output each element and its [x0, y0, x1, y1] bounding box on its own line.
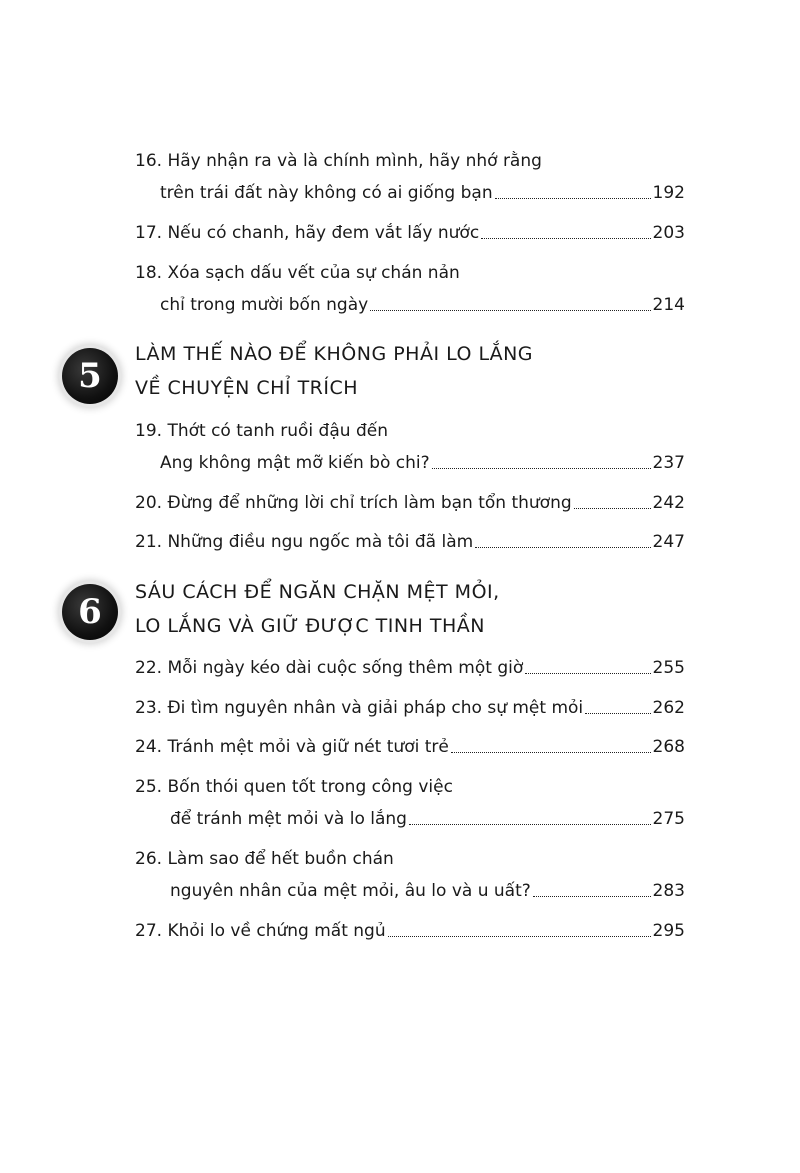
- toc-entry-text-cont: để tránh mệt mỏi và lo lắng: [170, 809, 407, 829]
- toc-entry-leader-line: [170, 880, 685, 902]
- toc-entry-page: 268: [652, 737, 685, 757]
- toc-entry-title: [135, 848, 394, 870]
- chapter-title-line-2: LO LẮNG VÀ GIỮ ĐƯỢC TINH THẦN: [135, 615, 485, 637]
- toc-entry-text-cont: chỉ trong mười bốn ngày: [160, 295, 369, 315]
- toc-entry-number: 27.: [135, 921, 163, 941]
- toc-entry-leader-line: [160, 294, 685, 316]
- dot-leader: [409, 823, 651, 825]
- toc-entry-text: Thớt có tanh ruồi đậu đến: [167, 421, 388, 441]
- toc-entry-page: 295: [652, 921, 685, 941]
- toc-entry-text: Tránh mệt mỏi và giữ nét tươi trẻ: [167, 737, 449, 757]
- toc-entry-title: [135, 150, 542, 172]
- toc-entry-text-cont: trên trái đất này không có ai giống bạn: [160, 183, 493, 203]
- toc-entry-leader-line: [135, 920, 685, 942]
- dot-leader: [370, 309, 650, 311]
- toc-entry-page: 192: [652, 183, 685, 203]
- toc-entry-number: 16.: [135, 151, 163, 171]
- chapter-title-line-1: LÀM THẾ NÀO ĐỂ KHÔNG PHẢI LO LẮNG: [135, 343, 534, 365]
- toc-entry-text-cont: nguyên nhân của mệt mỏi, âu lo và u uất?: [170, 881, 531, 901]
- toc-entry-page: 214: [652, 295, 685, 315]
- toc-entry-text: Hãy nhận ra và là chính mình, hãy nhớ rằng: [167, 151, 542, 171]
- dot-leader: [432, 467, 651, 469]
- toc-entry-leader-line: [135, 531, 685, 553]
- chapter-number-badge: 6: [62, 584, 118, 640]
- toc-entry-text: Khỏi lo về chứng mất ngủ: [167, 921, 386, 941]
- dot-leader: [574, 507, 651, 509]
- toc-entry-number: 24.: [135, 737, 163, 757]
- toc-entry-title: [135, 420, 388, 442]
- dot-leader: [525, 672, 650, 674]
- dot-leader: [451, 751, 651, 753]
- toc-entry-page: 283: [652, 881, 685, 901]
- toc-entry-leader-line: [135, 736, 685, 758]
- chapter-title-line-2: VỀ CHUYỆN CHỈ TRÍCH: [135, 377, 359, 399]
- toc-entry-text: Xóa sạch dấu vết của sự chán nản: [167, 263, 460, 283]
- toc-entry-page: 275: [652, 809, 685, 829]
- toc-entry-number: 21.: [135, 532, 163, 552]
- toc-entry-leader-line: [170, 808, 685, 830]
- toc-entry-leader-line: [160, 182, 685, 204]
- toc-entry-number: 17.: [135, 223, 163, 243]
- toc-entry-leader-line: [135, 657, 685, 679]
- toc-entry-page: 242: [652, 493, 685, 513]
- toc-entry-leader-line: [160, 452, 685, 474]
- toc-entry-number: 18.: [135, 263, 163, 283]
- toc-entry-text: Mỗi ngày kéo dài cuộc sống thêm một giờ: [167, 658, 524, 678]
- dot-leader: [481, 237, 650, 239]
- toc-entry-page: 237: [652, 453, 685, 473]
- toc-entry-leader-line: [135, 222, 685, 244]
- toc-entry-text: Đi tìm nguyên nhân và giải pháp cho sự mệt mỏi: [167, 698, 584, 718]
- toc-entry-number: 20.: [135, 493, 163, 513]
- toc-entry-text: Làm sao để hết buồn chán: [167, 849, 394, 869]
- toc-entry-page: 262: [652, 698, 685, 718]
- toc-entry-number: 23.: [135, 698, 163, 718]
- toc-entry-number: 19.: [135, 421, 163, 441]
- toc-entry-page: 255: [652, 658, 685, 678]
- dot-leader: [388, 935, 651, 937]
- dot-leader: [495, 197, 651, 199]
- toc-entry-number: 25.: [135, 777, 163, 797]
- chapter-title-line-1: SÁU CÁCH ĐỂ NGĂN CHẶN MỆT MỎI,: [135, 581, 500, 603]
- toc-entry-number: 26.: [135, 849, 163, 869]
- dot-leader: [585, 712, 650, 714]
- dot-leader: [475, 546, 650, 548]
- toc-entry-text: Bốn thói quen tốt trong công việc: [167, 777, 453, 797]
- toc-entry-text: Nếu có chanh, hãy đem vắt lấy nước: [167, 223, 480, 243]
- toc-entry-text: Đừng để những lời chỉ trích làm bạn tổn thương: [167, 493, 572, 513]
- toc-entry-text-cont: Ang không mật mỡ kiến bò chi?: [160, 453, 430, 473]
- toc-entry-page: 203: [652, 223, 685, 243]
- chapter-number-badge: 5: [62, 348, 118, 404]
- toc-entry-leader-line: [135, 697, 685, 719]
- dot-leader: [533, 895, 651, 897]
- toc-entry-title: [135, 262, 460, 284]
- toc-entry-text: Những điều ngu ngốc mà tôi đã làm: [167, 532, 474, 552]
- toc-entry-number: 22.: [135, 658, 163, 678]
- toc-entry-page: 247: [652, 532, 685, 552]
- toc-entry-title: [135, 776, 453, 798]
- toc-entry-leader-line: [135, 492, 685, 514]
